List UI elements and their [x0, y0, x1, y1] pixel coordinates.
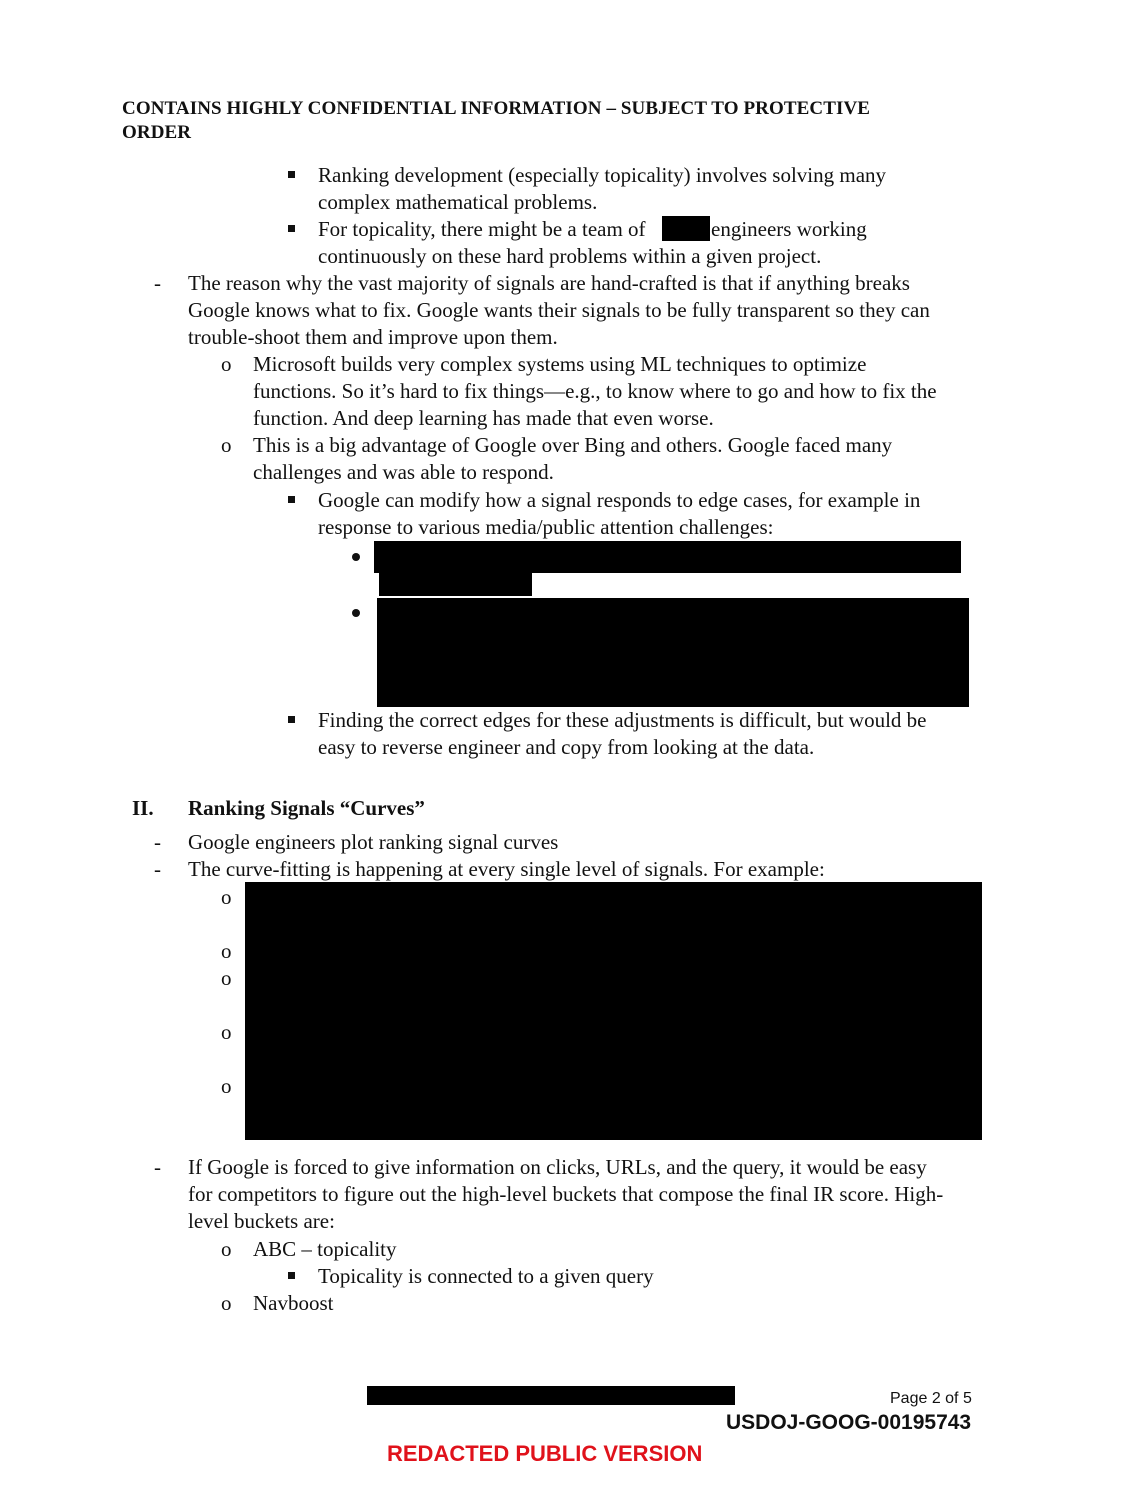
circle-bullet-icon: o	[221, 939, 232, 963]
bullet-text: complex mathematical problems.	[318, 190, 598, 214]
circle-item-text: ABC – topicality	[253, 1237, 397, 1261]
circle-bullet-icon: o	[221, 1074, 232, 1098]
circle-item-text: Navboost	[253, 1291, 334, 1315]
square-bullet-icon	[288, 171, 295, 178]
circle-item-text: This is a big advantage of Google over Bing and others. Google faced many	[253, 433, 893, 457]
bullet-text: Ranking development (especially topicality) involves solving many	[318, 163, 887, 187]
dash-item-text: trouble-shoot them and improve upon them.	[188, 325, 558, 349]
dash-item-text: The reason why the vast majority of signals are hand-crafted is that if anything breaks	[188, 271, 910, 295]
dash-item-text: Google knows what to fix. Google wants their signals to be fully transparent so they can	[188, 298, 930, 322]
circle-bullet-icon: o	[221, 1237, 232, 1261]
redaction-block	[379, 573, 532, 596]
redaction-block	[245, 882, 982, 1140]
circle-bullet-icon: o	[221, 885, 232, 909]
bates-number: USDOJ-GOOG-00195743	[726, 1411, 972, 1434]
redaction-block	[377, 598, 969, 707]
dash-item-text: The curve-fitting is happening at every single level of signals. For example:	[188, 857, 825, 881]
dash-bullet-icon: -	[154, 1155, 161, 1179]
section-title: Ranking Signals “Curves”	[188, 796, 425, 820]
round-bullet-icon	[352, 609, 360, 617]
confidential-header-line2: ORDER	[122, 122, 192, 143]
dash-bullet-icon: -	[154, 857, 161, 881]
dash-item-text: level buckets are:	[188, 1209, 335, 1233]
bullet-text: Topicality is connected to a given query	[318, 1264, 654, 1288]
section-number: II.	[132, 796, 154, 820]
circle-item-text: challenges and was able to respond.	[253, 460, 554, 484]
bullet-text: Finding the correct edges for these adjustments is difficult, but would be	[318, 708, 927, 732]
circle-item-text: Microsoft builds very complex systems using ML techniques to optimize	[253, 352, 867, 376]
dash-item-text: for competitors to figure out the high-level buckets that compose the final IR score. High-	[188, 1182, 944, 1206]
bullet-text: continuously on these hard problems within a given project.	[318, 244, 822, 268]
bullet-text: response to various media/public attention challenges:	[318, 515, 774, 539]
round-bullet-icon	[352, 553, 360, 561]
redaction-block	[374, 541, 961, 573]
dash-bullet-icon: -	[154, 271, 161, 295]
dash-bullet-icon: -	[154, 830, 161, 854]
dash-item-text: If Google is forced to give information on clicks, URLs, and the query, it would be easy	[188, 1155, 927, 1179]
bullet-text: easy to reverse engineer and copy from looking at the data.	[318, 735, 815, 759]
confidential-header-line1: CONTAINS HIGHLY CONFIDENTIAL INFORMATION – SUBJECT TO PROTECTIVE	[122, 98, 871, 119]
page-number: Page 2 of 5	[890, 1390, 972, 1407]
redaction-block	[367, 1386, 735, 1405]
bullet-text: engineers working	[711, 217, 867, 241]
circle-item-text: function. And deep learning has made that even worse.	[253, 406, 714, 430]
square-bullet-icon	[288, 225, 295, 232]
circle-bullet-icon: o	[221, 352, 232, 376]
circle-bullet-icon: o	[221, 1291, 232, 1315]
circle-bullet-icon: o	[221, 966, 232, 990]
dash-item-text: Google engineers plot ranking signal curves	[188, 830, 559, 854]
square-bullet-icon	[288, 716, 295, 723]
circle-bullet-icon: o	[221, 433, 232, 457]
bullet-text: For topicality, there might be a team of	[318, 217, 646, 241]
bullet-text: Google can modify how a signal responds to edge cases, for example in	[318, 488, 921, 512]
redaction-block	[662, 216, 710, 241]
square-bullet-icon	[288, 496, 295, 503]
square-bullet-icon	[288, 1272, 295, 1279]
circle-item-text: functions. So it’s hard to fix things—e.g., to know where to go and how to fix the	[253, 379, 937, 403]
redacted-public-version-label: REDACTED PUBLIC VERSION	[387, 1441, 703, 1466]
circle-bullet-icon: o	[221, 1020, 232, 1044]
